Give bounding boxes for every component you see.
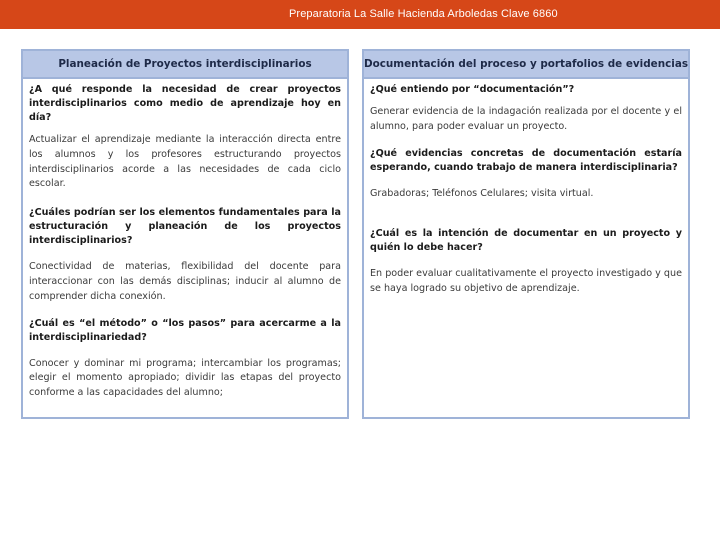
documentation-panel-body: [364, 79, 688, 297]
documentation-question-1: ¿Qué entiendo por “documentación”?: [370, 84, 575, 95]
planning-question-3: ¿Cuál es “el método” o “los pasos” para acercarme a la interdisciplinariedad?: [29, 317, 341, 343]
planning-question-1: ¿A qué responde la necesidad de crear proyectos interdisciplinarios como medio de aprendizaje hoy en día?: [29, 84, 341, 123]
slide-title: Preparatoria La Salle Hacienda Arboledas Clave 6860: [289, 8, 558, 20]
documentation-answer-1: Generar evidencia de la indagación realizada por el docente y el alumno, para poder evaluar un proyecto.: [370, 106, 682, 132]
planning-panel-body: [23, 79, 347, 401]
documentation-question-2: ¿Qué evidencias concretas de documentación estaría esperando, cuando trabajo de manera interdisciplinaria?: [370, 147, 682, 173]
documentation-panel-title: Documentación del proceso y portafolios de evidencias: [364, 51, 688, 79]
documentation-panel: [362, 49, 690, 419]
planning-question-2: ¿Cuáles podrían ser los elementos fundamentales para la estructuración y planeación de los proyectos interdisciplinarios?: [29, 207, 341, 247]
planning-panel-title: Planeación de Proyectos interdisciplinarios: [23, 51, 347, 79]
planning-answer-2: Conectividad de materias, flexibilidad del docente para interaccionar con las demás disciplinas; inducir al alumno de comprender dicha conexión.: [29, 261, 341, 302]
planning-answer-3: Conocer y dominar mi programa; intercambiar los programas; elegir el momento apropiado; dividir las etapas del proyecto conforme a las capacidades del alumno;: [29, 357, 341, 399]
top-bar: [0, 0, 720, 29]
planning-panel: [21, 49, 349, 419]
documentation-answer-2: Grabadoras; Teléfonos Celulares; visita virtual.: [370, 187, 594, 199]
documentation-question-3: ¿Cuál es la intención de documentar en un proyecto y quién lo debe hacer?: [370, 228, 682, 254]
documentation-answer-3: En poder evaluar cualitativamente el proyecto investigado y que se haya logrado su objetivo de aprendizaje.: [370, 268, 682, 295]
planning-answer-1: Actualizar el aprendizaje mediante la interacción directa entre los alumnos y los profesores estructurando proyectos interdisciplinarios acorde a las necesidades de cada ciclo escolar.: [29, 134, 341, 190]
